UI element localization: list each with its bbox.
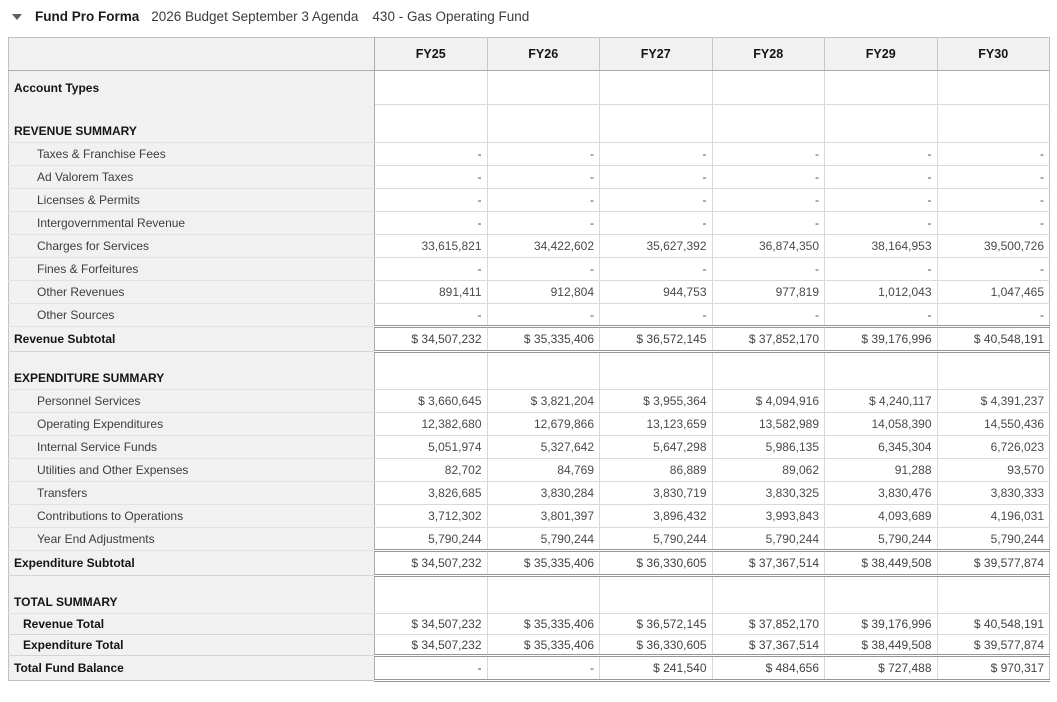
row-label: Revenue Total: [9, 614, 375, 635]
report-titlebar: [0, 0, 1057, 32]
row-label: EXPENDITURE SUMMARY: [9, 352, 375, 390]
value-cell: 5,790,244: [937, 528, 1050, 551]
value-cell: 944,753: [600, 281, 713, 304]
value-cell: 912,804: [487, 281, 600, 304]
value-cell: $ 35,335,406: [487, 635, 600, 656]
value-cell: 3,826,685: [375, 482, 488, 505]
value-cell: 33,615,821: [375, 235, 488, 258]
value-cell: -: [375, 143, 488, 166]
value-cell: -: [375, 189, 488, 212]
row-label: Intergovernmental Revenue: [9, 212, 375, 235]
value-cell: $ 4,094,916: [712, 390, 825, 413]
value-cell: 89,062: [712, 459, 825, 482]
value-cell: -: [600, 189, 713, 212]
value-cell: [600, 352, 713, 390]
collapse-section-button[interactable]: [10, 14, 24, 20]
row-label: Transfers: [9, 482, 375, 505]
table-row-expenditure-subtotal: [9, 551, 1050, 576]
fund-name: 430 - Gas Operating Fund: [372, 9, 530, 24]
value-cell: 3,830,719: [600, 482, 713, 505]
value-cell: 86,889: [600, 459, 713, 482]
value-cell: -: [600, 166, 713, 189]
value-cell: 35,627,392: [600, 235, 713, 258]
value-cell: $ 34,507,232: [375, 327, 488, 352]
value-cell: $ 34,507,232: [375, 635, 488, 656]
value-cell: -: [937, 166, 1050, 189]
page-title: Fund Pro Forma: [35, 9, 140, 24]
value-cell: -: [712, 212, 825, 235]
table-row-licenses-permits: [9, 189, 1050, 212]
value-cell: $ 970,317: [937, 656, 1050, 681]
table-row-fines-forfeitures: [9, 258, 1050, 281]
table-row-revenue-summary: [9, 105, 1050, 143]
table-row-charges-for-services: [9, 235, 1050, 258]
table-row-contributions-to-operations: [9, 505, 1050, 528]
value-cell: [937, 352, 1050, 390]
row-label: Other Revenues: [9, 281, 375, 304]
value-cell: -: [487, 212, 600, 235]
value-cell: $ 39,176,996: [825, 327, 938, 352]
value-cell: 93,570: [937, 459, 1050, 482]
value-cell: [487, 576, 600, 614]
value-cell: -: [487, 656, 600, 681]
value-cell: $ 3,660,645: [375, 390, 488, 413]
value-cell: $ 36,330,605: [600, 551, 713, 576]
value-cell: [600, 71, 713, 105]
table-row-taxes-franchise-fees: [9, 143, 1050, 166]
value-cell: 3,830,476: [825, 482, 938, 505]
column-header-fy29: FY29: [825, 38, 938, 71]
value-cell: -: [600, 212, 713, 235]
value-cell: 891,411: [375, 281, 488, 304]
value-cell: 91,288: [825, 459, 938, 482]
value-cell: 82,702: [375, 459, 488, 482]
value-cell: 1,047,465: [937, 281, 1050, 304]
row-label: Licenses & Permits: [9, 189, 375, 212]
row-label: Utilities and Other Expenses: [9, 459, 375, 482]
row-label: TOTAL SUMMARY: [9, 576, 375, 614]
column-header-fy25: FY25: [375, 38, 488, 71]
table-row-personnel-services: [9, 390, 1050, 413]
table-row-internal-service-funds: [9, 436, 1050, 459]
table-row-expenditure-total: [9, 635, 1050, 656]
column-header-fy27: FY27: [600, 38, 713, 71]
value-cell: [375, 71, 488, 105]
value-cell: -: [487, 258, 600, 281]
value-cell: 5,647,298: [600, 436, 713, 459]
budget-name: 2026 Budget September 3 Agenda: [151, 9, 359, 24]
value-cell: $ 4,240,117: [825, 390, 938, 413]
value-cell: -: [375, 304, 488, 327]
row-label: Revenue Subtotal: [9, 327, 375, 352]
value-cell: -: [600, 258, 713, 281]
table-row-intergovernmental-revenue: [9, 212, 1050, 235]
row-label: Expenditure Total: [9, 635, 375, 656]
value-cell: 5,327,642: [487, 436, 600, 459]
value-cell: 3,801,397: [487, 505, 600, 528]
value-cell: 6,726,023: [937, 436, 1050, 459]
value-cell: -: [712, 189, 825, 212]
value-cell: [825, 352, 938, 390]
value-cell: $ 37,367,514: [712, 551, 825, 576]
value-cell: [937, 576, 1050, 614]
table-row-utilities-and-other-expenses: [9, 459, 1050, 482]
table-row-revenue-total: [9, 614, 1050, 635]
value-cell: -: [712, 304, 825, 327]
table-row-ad-valorem-taxes: [9, 166, 1050, 189]
table-row-account-types: [9, 71, 1050, 105]
value-cell: 1,012,043: [825, 281, 938, 304]
value-cell: $ 39,577,874: [937, 635, 1050, 656]
value-cell: -: [712, 143, 825, 166]
value-cell: 34,422,602: [487, 235, 600, 258]
value-cell: -: [487, 304, 600, 327]
value-cell: -: [825, 189, 938, 212]
row-label: Internal Service Funds: [9, 436, 375, 459]
row-label: Operating Expenditures: [9, 413, 375, 436]
value-cell: [937, 105, 1050, 143]
value-cell: 5,790,244: [487, 528, 600, 551]
table-row-other-sources: [9, 304, 1050, 327]
table-row-revenue-subtotal: [9, 327, 1050, 352]
value-cell: 3,896,432: [600, 505, 713, 528]
value-cell: 3,830,325: [712, 482, 825, 505]
row-label: Taxes & Franchise Fees: [9, 143, 375, 166]
value-cell: [600, 576, 713, 614]
value-cell: $ 37,367,514: [712, 635, 825, 656]
row-label: Ad Valorem Taxes: [9, 166, 375, 189]
value-cell: $ 36,330,605: [600, 635, 713, 656]
value-cell: $ 35,335,406: [487, 327, 600, 352]
value-cell: [487, 105, 600, 143]
value-cell: -: [825, 258, 938, 281]
value-cell: $ 34,507,232: [375, 551, 488, 576]
value-cell: $ 35,335,406: [487, 614, 600, 635]
value-cell: $ 34,507,232: [375, 614, 488, 635]
column-header-fy30: FY30: [937, 38, 1050, 71]
table-row-expenditure-summary: [9, 352, 1050, 390]
table-row-year-end-adjustments: [9, 528, 1050, 551]
value-cell: -: [375, 166, 488, 189]
value-cell: -: [937, 212, 1050, 235]
table-header-row: [9, 38, 1050, 71]
value-cell: $ 3,955,364: [600, 390, 713, 413]
value-cell: -: [487, 189, 600, 212]
value-cell: -: [937, 143, 1050, 166]
value-cell: -: [375, 258, 488, 281]
value-cell: -: [937, 189, 1050, 212]
value-cell: 4,196,031: [937, 505, 1050, 528]
row-label: Other Sources: [9, 304, 375, 327]
table-row-other-revenues: [9, 281, 1050, 304]
value-cell: 12,679,866: [487, 413, 600, 436]
table-row-operating-expenditures: [9, 413, 1050, 436]
value-cell: $ 38,449,508: [825, 635, 938, 656]
value-cell: [487, 352, 600, 390]
value-cell: 5,790,244: [600, 528, 713, 551]
value-cell: $ 38,449,508: [825, 551, 938, 576]
value-cell: $ 4,391,237: [937, 390, 1050, 413]
value-cell: $ 39,176,996: [825, 614, 938, 635]
value-cell: -: [487, 143, 600, 166]
value-cell: 3,830,284: [487, 482, 600, 505]
value-cell: [600, 105, 713, 143]
value-cell: [712, 576, 825, 614]
value-cell: -: [825, 212, 938, 235]
table-row-total-summary: [9, 576, 1050, 614]
value-cell: -: [825, 143, 938, 166]
value-cell: -: [937, 304, 1050, 327]
value-cell: 4,093,689: [825, 505, 938, 528]
value-cell: [375, 352, 488, 390]
row-label: REVENUE SUMMARY: [9, 105, 375, 143]
value-cell: 84,769: [487, 459, 600, 482]
value-cell: [937, 71, 1050, 105]
value-cell: 5,790,244: [825, 528, 938, 551]
row-label: Total Fund Balance: [9, 656, 375, 681]
value-cell: 14,550,436: [937, 413, 1050, 436]
value-cell: 38,164,953: [825, 235, 938, 258]
value-cell: -: [600, 304, 713, 327]
row-label: Contributions to Operations: [9, 505, 375, 528]
value-cell: $ 484,656: [712, 656, 825, 681]
row-label: Personnel Services: [9, 390, 375, 413]
value-cell: -: [825, 166, 938, 189]
value-cell: [825, 71, 938, 105]
value-cell: $ 37,852,170: [712, 614, 825, 635]
value-cell: [375, 576, 488, 614]
table-row-transfers: [9, 482, 1050, 505]
value-cell: [712, 352, 825, 390]
value-cell: 12,382,680: [375, 413, 488, 436]
value-cell: [375, 105, 488, 143]
value-cell: 39,500,726: [937, 235, 1050, 258]
value-cell: $ 37,852,170: [712, 327, 825, 352]
pro-forma-table: [8, 37, 1050, 682]
value-cell: -: [375, 656, 488, 681]
value-cell: $ 36,572,145: [600, 327, 713, 352]
value-cell: 5,790,244: [712, 528, 825, 551]
value-cell: 14,058,390: [825, 413, 938, 436]
value-cell: $ 35,335,406: [487, 551, 600, 576]
table-row-total-fund-balance: [9, 656, 1050, 681]
value-cell: 3,712,302: [375, 505, 488, 528]
chevron-down-icon: [12, 14, 22, 20]
value-cell: -: [375, 212, 488, 235]
value-cell: [825, 105, 938, 143]
value-cell: -: [487, 166, 600, 189]
value-cell: $ 40,548,191: [937, 614, 1050, 635]
value-cell: $ 241,540: [600, 656, 713, 681]
corner-cell: [9, 38, 375, 71]
value-cell: 6,345,304: [825, 436, 938, 459]
row-label: Charges for Services: [9, 235, 375, 258]
row-label: Year End Adjustments: [9, 528, 375, 551]
value-cell: $ 3,821,204: [487, 390, 600, 413]
value-cell: 5,051,974: [375, 436, 488, 459]
row-label: Account Types: [9, 71, 375, 105]
value-cell: [825, 576, 938, 614]
value-cell: [487, 71, 600, 105]
value-cell: -: [712, 258, 825, 281]
value-cell: 5,986,135: [712, 436, 825, 459]
value-cell: 3,993,843: [712, 505, 825, 528]
value-cell: 3,830,333: [937, 482, 1050, 505]
row-label: Fines & Forfeitures: [9, 258, 375, 281]
column-header-fy26: FY26: [487, 38, 600, 71]
value-cell: -: [600, 143, 713, 166]
value-cell: 13,123,659: [600, 413, 713, 436]
column-header-fy28: FY28: [712, 38, 825, 71]
value-cell: $ 36,572,145: [600, 614, 713, 635]
value-cell: $ 727,488: [825, 656, 938, 681]
value-cell: $ 40,548,191: [937, 327, 1050, 352]
value-cell: [712, 71, 825, 105]
value-cell: 5,790,244: [375, 528, 488, 551]
value-cell: 36,874,350: [712, 235, 825, 258]
value-cell: 977,819: [712, 281, 825, 304]
value-cell: 13,582,989: [712, 413, 825, 436]
value-cell: -: [937, 258, 1050, 281]
row-label: Expenditure Subtotal: [9, 551, 375, 576]
value-cell: $ 39,577,874: [937, 551, 1050, 576]
value-cell: [712, 105, 825, 143]
value-cell: -: [712, 166, 825, 189]
value-cell: -: [825, 304, 938, 327]
table-body: [9, 71, 1050, 681]
